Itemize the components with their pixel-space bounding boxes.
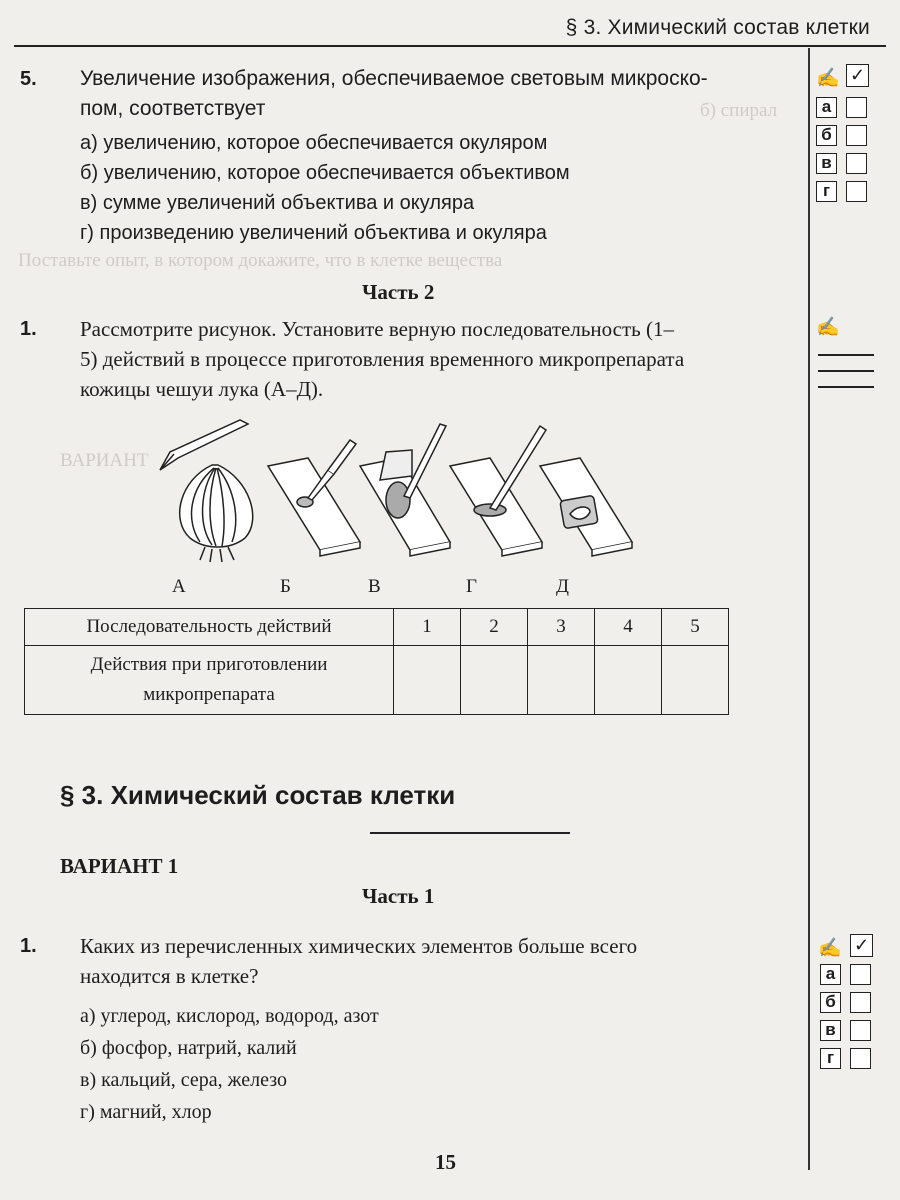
figure-label-b: Б xyxy=(280,576,291,597)
answer-cell[interactable] xyxy=(595,646,662,715)
table-column-header: 2 xyxy=(461,609,528,646)
pen-icon: ✍ xyxy=(818,938,842,959)
option-d: г) магний, хлор xyxy=(80,1101,212,1123)
answer-letter: в xyxy=(820,1020,841,1041)
answer-cell[interactable] xyxy=(528,646,595,715)
pen-icon: ✍ xyxy=(816,317,840,338)
question-text: кожицы чешуи лука (А–Д). xyxy=(80,377,324,401)
table-header-cell: Последовательность действий xyxy=(25,609,394,646)
answer-cell[interactable] xyxy=(461,646,528,715)
answer-letter: г xyxy=(820,1048,841,1069)
section-underline xyxy=(370,832,570,834)
slide-needle-illustration xyxy=(450,426,546,556)
answer-cell[interactable] xyxy=(394,646,461,715)
table-column-header: 4 xyxy=(595,609,662,646)
show-through: ВАРИАНТ xyxy=(60,450,149,471)
option-a: а) увеличению, которое обеспечивается окуляром xyxy=(80,132,548,154)
variant-title: ВАРИАНТ 1 xyxy=(60,854,179,878)
answer-checkbox[interactable] xyxy=(850,964,871,985)
answer-cell[interactable] xyxy=(662,646,729,715)
table-column-header: 3 xyxy=(528,609,595,646)
answer-checkbox[interactable] xyxy=(846,97,867,118)
answer-letter: а xyxy=(820,964,841,985)
question-text: Рассмотрите рисунок. Установите верную последовательность (1– xyxy=(80,317,674,341)
answer-line[interactable] xyxy=(818,354,874,356)
question-number: 1. xyxy=(20,318,37,340)
pen-icon: ✍ xyxy=(816,68,840,89)
question-number: 1. xyxy=(20,935,37,957)
option-c: в) сумме увеличений объектива и окуляра xyxy=(80,192,475,214)
figure-label-d: Д xyxy=(556,576,569,597)
answer-letter: г xyxy=(816,181,837,202)
table-column-header: 5 xyxy=(662,609,729,646)
answer-line[interactable] xyxy=(818,386,874,388)
onion-illustration xyxy=(160,420,253,562)
answer-line[interactable] xyxy=(818,370,874,372)
option-a: а) углерод, кислород, водород, азот xyxy=(80,1005,379,1027)
answer-letter: б xyxy=(820,992,841,1013)
option-d: г) произведению увеличений объектива и окуляра xyxy=(80,222,547,244)
table-row xyxy=(25,646,729,715)
table-row xyxy=(25,609,729,646)
page-number: 15 xyxy=(435,1150,456,1174)
answer-letter: а xyxy=(816,97,837,118)
figure-label-g: Г xyxy=(466,576,477,597)
answer-checkbox[interactable] xyxy=(850,1048,871,1069)
margin-rule xyxy=(808,48,810,1170)
section-title: § 3. Химический состав клетки xyxy=(60,780,456,810)
figure-label-v: В xyxy=(368,576,381,597)
header-rule xyxy=(14,45,886,47)
micropreparation-figure xyxy=(150,410,650,570)
answer-checkbox[interactable] xyxy=(850,992,871,1013)
answer-checkbox[interactable] xyxy=(850,1020,871,1041)
slide-cover-illustration xyxy=(360,424,450,556)
answer-checkbox[interactable] xyxy=(846,153,867,174)
figure-label-a: А xyxy=(172,576,186,597)
running-header: § 3. Химический состав клетки xyxy=(565,16,870,39)
table-header-cell: Действия при приготовлении микропрепарата xyxy=(25,646,394,715)
question-text: Увеличение изображения, обеспечиваемое световым микроско- xyxy=(80,67,708,90)
question-text: пом, соответствует xyxy=(80,97,266,120)
sequence-table xyxy=(24,608,729,715)
part-title: Часть 1 xyxy=(362,884,435,908)
table-column-header: 1 xyxy=(394,609,461,646)
part-title: Часть 2 xyxy=(362,280,435,304)
answer-checkbox[interactable] xyxy=(846,125,867,146)
show-through: Поставьте опыт, в котором докажите, что в клетке вещества xyxy=(18,250,503,271)
question-text: находится в клетке? xyxy=(80,964,259,988)
question-text: 5) действий в процессе приготовления временного микропрепарата xyxy=(80,347,685,371)
option-b: б) увеличению, которое обеспечивается объективом xyxy=(80,162,570,184)
answer-letter: в xyxy=(816,153,837,174)
answer-checkbox[interactable] xyxy=(846,181,867,202)
answer-letter: б xyxy=(816,125,837,146)
option-c: в) кальций, сера, железо xyxy=(80,1069,287,1091)
check-box-icon: ✓ xyxy=(850,934,873,957)
question-number: 5. xyxy=(20,68,37,90)
prepared-slide-illustration xyxy=(540,458,632,556)
option-b: б) фосфор, натрий, калий xyxy=(80,1037,297,1059)
slide-pipette-illustration xyxy=(268,440,360,556)
check-box-icon: ✓ xyxy=(846,64,869,87)
show-through: б) спирал xyxy=(700,100,778,121)
question-text: Каких из перечисленных химических элементов больше всего xyxy=(80,934,638,958)
